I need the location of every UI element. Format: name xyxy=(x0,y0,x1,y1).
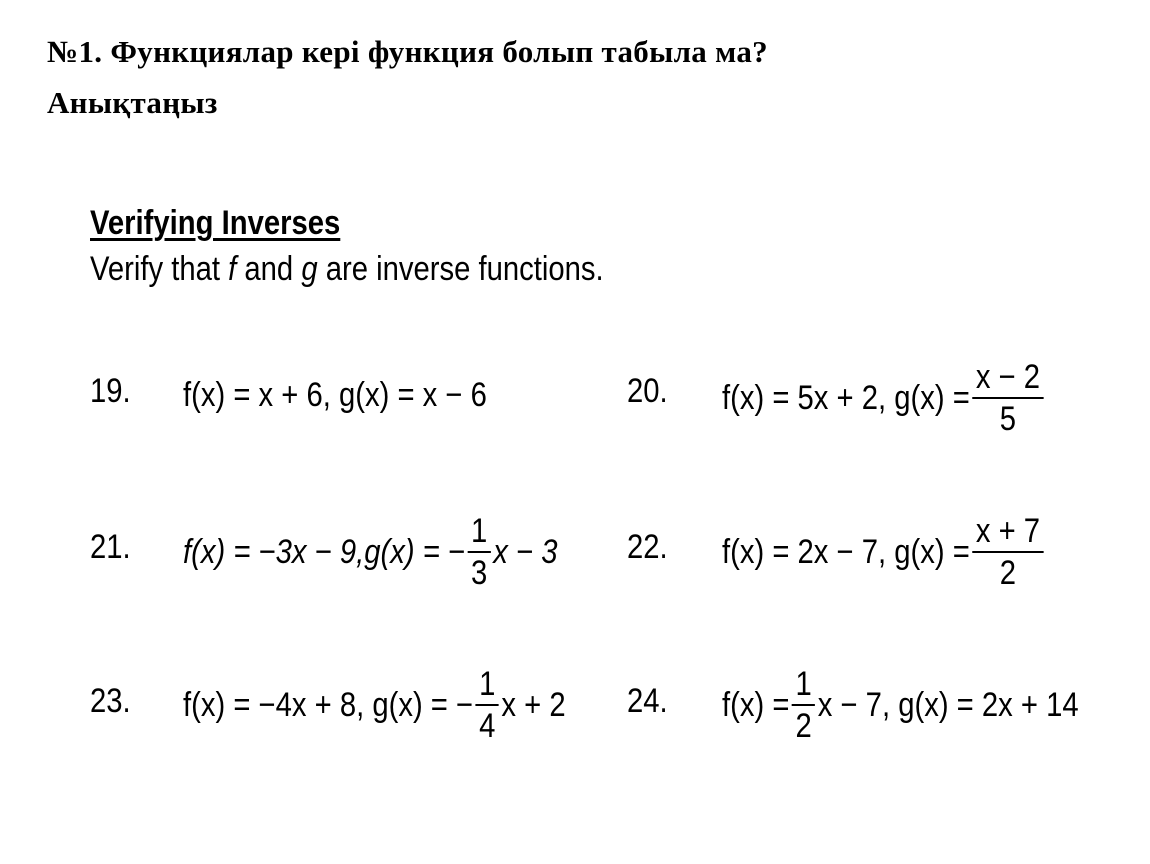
problem-24-fraction xyxy=(792,664,815,746)
problem-24-right: x − 7, g(x) = 2x + 14 xyxy=(817,685,1079,724)
problem-23-numerator: 1 xyxy=(479,665,496,703)
problem-22-number: 22. xyxy=(627,528,668,566)
problem-20-left: f(x) = 5x + 2, g(x) = xyxy=(722,378,970,417)
instruction-g: g xyxy=(301,250,318,288)
problem-24-equation xyxy=(722,660,1079,750)
problem-22-numerator: x + 7 xyxy=(975,512,1041,550)
problem-21-equation xyxy=(183,507,558,597)
problem-19-text: f(x) = x + 6, g(x) = x − 6 xyxy=(183,375,487,414)
problem-21-g: g(x) = − xyxy=(364,532,465,571)
task-title-line-2: Анықтаңыз xyxy=(47,85,218,120)
problem-24-number: 24. xyxy=(627,682,668,720)
problem-21-number: 21. xyxy=(90,528,131,566)
instruction-text-3: are inverse functions. xyxy=(317,250,604,288)
problem-21-numerator: 1 xyxy=(471,512,488,550)
problem-23-denominator: 4 xyxy=(479,707,496,745)
problem-20-number: 20. xyxy=(627,372,668,410)
problem-23-left: f(x) = −4x + 8, g(x) = − xyxy=(183,685,474,724)
problem-22-equation xyxy=(722,507,1046,597)
section-heading: Verifying Inverses xyxy=(90,204,341,242)
problem-22-fraction xyxy=(972,511,1043,593)
task-title-line-1: №1. Функциялар кері функция болып табыла ма? xyxy=(47,34,768,69)
problem-23-equation xyxy=(183,660,566,750)
problem-23-number: 23. xyxy=(90,682,131,720)
instruction-text-1: Verify that xyxy=(90,250,229,288)
problem-21-f: f(x) = −3x − 9, xyxy=(183,532,365,571)
problem-23-right: x + 2 xyxy=(501,685,566,724)
problem-23-fraction xyxy=(476,664,499,746)
problem-24-numerator: 1 xyxy=(795,665,812,703)
problem-22-left: f(x) = 2x − 7, g(x) = xyxy=(722,532,970,571)
problem-19-equation xyxy=(183,350,487,440)
problem-21-denominator: 3 xyxy=(471,554,488,592)
problem-19-number: 19. xyxy=(90,372,131,410)
problem-22-denominator: 2 xyxy=(999,554,1017,592)
instruction-f: f xyxy=(228,250,237,288)
problem-20-denominator: 5 xyxy=(999,400,1017,438)
problem-20-fraction xyxy=(972,357,1043,439)
task-title xyxy=(47,26,1127,128)
instruction-text-2: and xyxy=(236,250,302,288)
problem-24-left: f(x) = xyxy=(722,685,790,724)
problem-21-right: x − 3 xyxy=(493,532,558,571)
problem-20-equation xyxy=(722,353,1046,443)
section-instruction xyxy=(90,250,604,289)
problem-21-fraction xyxy=(468,511,491,593)
problem-24-denominator: 2 xyxy=(795,707,812,745)
problem-20-numerator: x − 2 xyxy=(975,358,1041,396)
